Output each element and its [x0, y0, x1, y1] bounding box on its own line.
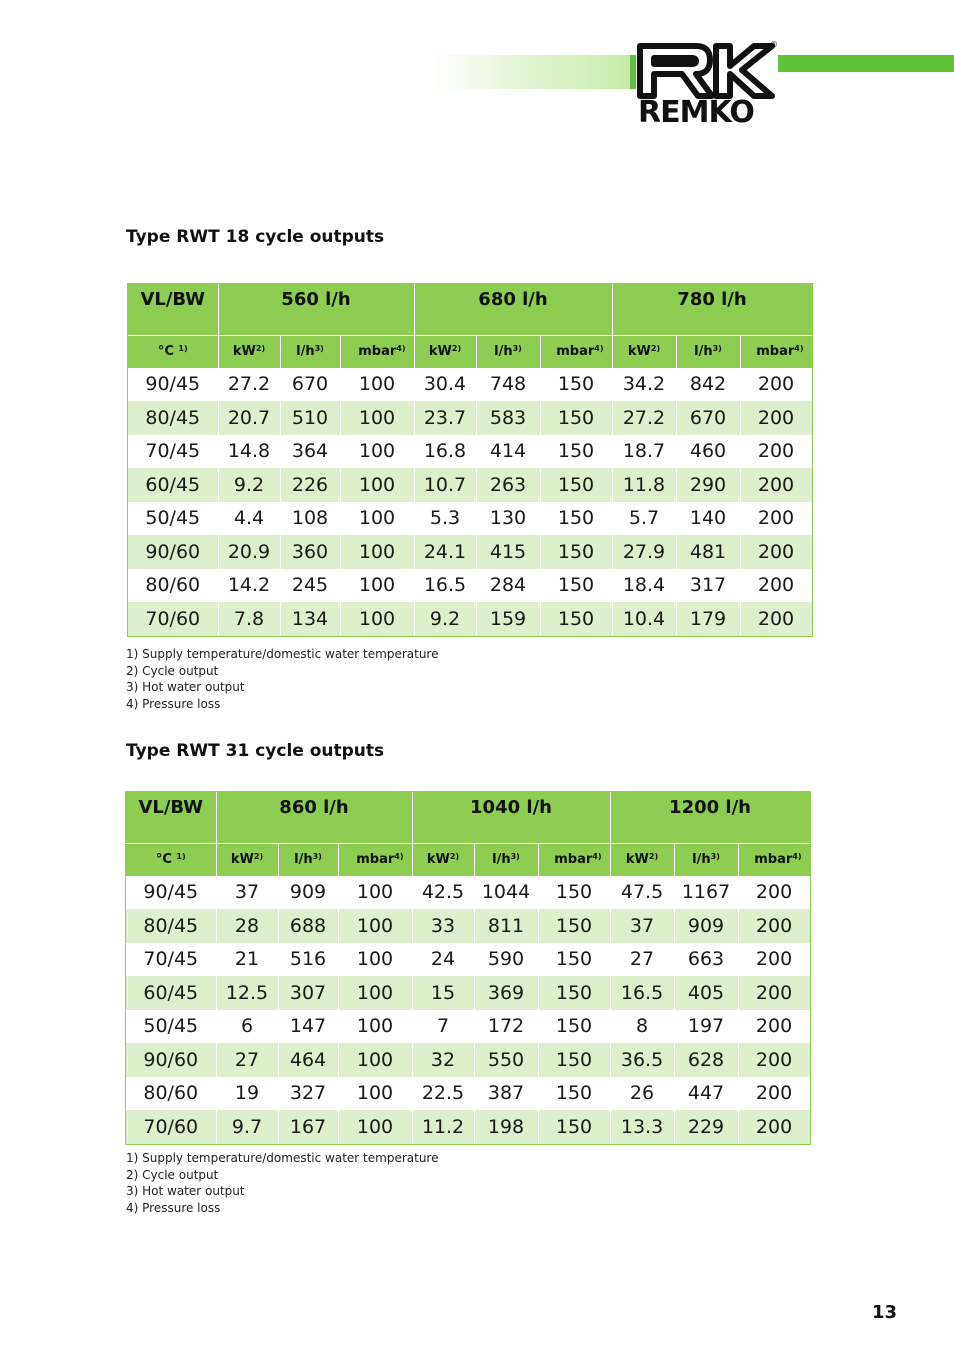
subheader-lh: $l/h^{3)}$ — [280, 335, 340, 368]
table-2-footnotes — [126, 1150, 438, 1216]
header-vlbw: VL/BW — [126, 791, 216, 843]
table-cell: 7 — [412, 1010, 474, 1044]
table-cell: 172 — [474, 1010, 538, 1044]
table-cell: 18.4 — [612, 569, 676, 603]
table-cell: 290 — [676, 468, 740, 502]
table-cell: 47.5 — [610, 876, 674, 910]
table-cell: 200 — [738, 1043, 810, 1077]
table-row — [126, 1010, 810, 1044]
table-cell: 20.7 — [218, 401, 280, 435]
table-cell: 27.2 — [218, 368, 280, 402]
subheader-mbar: mbar$^{4)}$ — [740, 335, 812, 368]
table-cell: 150 — [540, 535, 612, 569]
table-cell: 5.7 — [612, 502, 676, 536]
table-cell: 550 — [474, 1043, 538, 1077]
row-temperature: 80/45 — [128, 401, 218, 435]
row-temperature: 90/60 — [126, 1043, 216, 1077]
table-row — [128, 602, 812, 636]
table-cell: 284 — [476, 569, 540, 603]
table-cell: 197 — [674, 1010, 738, 1044]
table-cell: 32 — [412, 1043, 474, 1077]
table-cell: 811 — [474, 909, 538, 943]
footnote: 3) Hot water output — [126, 1184, 245, 1198]
table-cell: 200 — [740, 535, 812, 569]
table-cell: 200 — [740, 502, 812, 536]
table-cell: 327 — [278, 1077, 338, 1111]
table-cell: 34.2 — [612, 368, 676, 402]
table-cell: 36.5 — [610, 1043, 674, 1077]
table-cell: 200 — [740, 468, 812, 502]
table-cell: 134 — [280, 602, 340, 636]
table-cell: 263 — [476, 468, 540, 502]
subheader-mbar: mbar$^{4)}$ — [340, 335, 414, 368]
footnote: 2) Cycle output — [126, 1167, 219, 1182]
row-temperature: 80/60 — [128, 569, 218, 603]
footnote: 4) Pressure loss — [126, 696, 221, 711]
table-cell: 150 — [540, 368, 612, 402]
header-flow-group: 1040 l/h — [412, 791, 610, 843]
cycle-output-table — [126, 791, 811, 1144]
table-cell: 150 — [538, 1010, 610, 1044]
table-cell: 226 — [280, 468, 340, 502]
table-cell: 150 — [540, 435, 612, 469]
table-cell: 415 — [476, 535, 540, 569]
table-cell: 100 — [338, 1043, 412, 1077]
table-cell: 670 — [676, 401, 740, 435]
table-cell: 200 — [738, 909, 810, 943]
table-cell: 42.5 — [412, 876, 474, 910]
table-cell: 460 — [676, 435, 740, 469]
table-cell: 100 — [338, 1077, 412, 1111]
table-cell: 100 — [338, 1110, 412, 1144]
table-cell: 22.5 — [412, 1077, 474, 1111]
table-cell: 20.9 — [218, 535, 280, 569]
footnote: 1) Supply temperature/domestic water temperature — [126, 1151, 439, 1165]
table-cell: 200 — [738, 943, 810, 977]
table-row — [126, 976, 810, 1010]
table-cell: 9.2 — [414, 602, 476, 636]
table-row — [126, 1043, 810, 1077]
table-cell: 200 — [740, 569, 812, 603]
table-cell: 387 — [474, 1077, 538, 1111]
table-cell: 15 — [412, 976, 474, 1010]
table-cell: 688 — [278, 909, 338, 943]
row-temperature: 70/60 — [128, 602, 218, 636]
row-temperature: 80/45 — [126, 909, 216, 943]
table-cell: 19 — [216, 1077, 278, 1111]
table-cell: 100 — [340, 535, 414, 569]
table-cell: 5.3 — [414, 502, 476, 536]
table-cell: 150 — [540, 502, 612, 536]
row-temperature: 70/45 — [128, 435, 218, 469]
table-cell: 150 — [538, 876, 610, 910]
table-cell: 23.7 — [414, 401, 476, 435]
subheader-kW: $kW^{2)}$ — [612, 335, 676, 368]
table-cell: 405 — [674, 976, 738, 1010]
footnote: 1) Supply temperature/domestic water temperature — [126, 647, 439, 661]
table-cell: 6 — [216, 1010, 278, 1044]
table-cell: 37 — [216, 876, 278, 910]
table-cell: 245 — [280, 569, 340, 603]
table-cell: 516 — [278, 943, 338, 977]
table-1-footnotes — [126, 646, 438, 712]
row-temperature: 90/45 — [128, 368, 218, 402]
table-cell: 150 — [540, 401, 612, 435]
table-cell: 198 — [474, 1110, 538, 1144]
table-cell: 100 — [340, 468, 414, 502]
table-cell: 200 — [738, 1010, 810, 1044]
table-cell: 100 — [338, 943, 412, 977]
row-temperature: 90/60 — [128, 535, 218, 569]
table-cell: 12.5 — [216, 976, 278, 1010]
table-cell: 748 — [476, 368, 540, 402]
table-cell: 27 — [216, 1043, 278, 1077]
table-cell: 100 — [338, 876, 412, 910]
table-cell: 447 — [674, 1077, 738, 1111]
table-row — [126, 1077, 810, 1111]
subheader-lh: $l/h^{3)}$ — [278, 843, 338, 876]
table-cell: 7.8 — [218, 602, 280, 636]
header-flow-group: 1200 l/h — [610, 791, 810, 843]
table-cell: 100 — [340, 401, 414, 435]
table-cell: 8 — [610, 1010, 674, 1044]
table-cell: 10.4 — [612, 602, 676, 636]
table-cell: 200 — [740, 368, 812, 402]
table-cell: 150 — [538, 909, 610, 943]
brand-name: REMKO — [638, 95, 754, 130]
subheader-mbar: mbar$^{4)}$ — [540, 335, 612, 368]
table-row — [126, 909, 810, 943]
table-cell: 11.2 — [412, 1110, 474, 1144]
header-band-right — [775, 55, 954, 72]
row-temperature: 50/45 — [126, 1010, 216, 1044]
table-cell: 150 — [540, 602, 612, 636]
table-cell: 100 — [340, 569, 414, 603]
row-temperature: 90/45 — [126, 876, 216, 910]
subheader-kW: $kW^{2)}$ — [218, 335, 280, 368]
table-row — [128, 535, 812, 569]
footnote: 4) Pressure loss — [126, 1200, 221, 1215]
table-cell: 150 — [538, 943, 610, 977]
table-cell: 150 — [538, 1077, 610, 1111]
table-cell: 27 — [610, 943, 674, 977]
table-cell: 16.5 — [610, 976, 674, 1010]
table-cell: 670 — [280, 368, 340, 402]
table-cell: 583 — [476, 401, 540, 435]
table-cell: 150 — [538, 1110, 610, 1144]
subheader-lh: $l/h^{3)}$ — [474, 843, 538, 876]
table-cell: 18.7 — [612, 435, 676, 469]
table-cell: 481 — [676, 535, 740, 569]
row-temperature: 60/45 — [128, 468, 218, 502]
page-number: 13 — [872, 1302, 898, 1323]
table-cell: 200 — [740, 435, 812, 469]
subheader-lh: $l/h^{3)}$ — [676, 335, 740, 368]
table-cell: 100 — [338, 976, 412, 1010]
table-cell: 14.2 — [218, 569, 280, 603]
header-row — [128, 283, 812, 335]
table-cell: 30.4 — [414, 368, 476, 402]
subheader-unit: °C $^{1)}$ — [126, 843, 216, 876]
table-cell: 179 — [676, 602, 740, 636]
table-row — [128, 502, 812, 536]
table-cell: 414 — [476, 435, 540, 469]
remko-logo — [636, 40, 778, 132]
table-cell: 100 — [340, 502, 414, 536]
row-temperature: 70/60 — [126, 1110, 216, 1144]
table-cell: 369 — [474, 976, 538, 1010]
registered-mark: ® — [770, 40, 778, 49]
footnote: 3) Hot water output — [126, 680, 245, 694]
table-cell: 16.5 — [414, 569, 476, 603]
subheader-mbar: mbar$^{4)}$ — [738, 843, 810, 876]
table-cell: 147 — [278, 1010, 338, 1044]
table-cell: 10.7 — [414, 468, 476, 502]
table-cell: 909 — [674, 909, 738, 943]
subheader-kW: $kW^{2)}$ — [216, 843, 278, 876]
subheader-lh: $l/h^{3)}$ — [476, 335, 540, 368]
table-cell: 100 — [340, 602, 414, 636]
table-cell: 150 — [540, 468, 612, 502]
table-2-title: Type RWT 31 cycle outputs — [126, 741, 385, 761]
subheader-unit: °C $^{1)}$ — [128, 335, 218, 368]
table-cell: 27.9 — [612, 535, 676, 569]
subheader-mbar: mbar$^{4)}$ — [538, 843, 610, 876]
table-cell: 24.1 — [414, 535, 476, 569]
subheader-lh: $l/h^{3)}$ — [674, 843, 738, 876]
table-cell: 909 — [278, 876, 338, 910]
table-cell: 464 — [278, 1043, 338, 1077]
table-row — [126, 1110, 810, 1144]
table-cell: 27.2 — [612, 401, 676, 435]
table-cell: 364 — [280, 435, 340, 469]
table-cell: 14.8 — [218, 435, 280, 469]
table-cell: 28 — [216, 909, 278, 943]
table-cell: 200 — [738, 1110, 810, 1144]
table-row — [126, 943, 810, 977]
table-cell: 842 — [676, 368, 740, 402]
table-cell: 307 — [278, 976, 338, 1010]
table-row — [128, 468, 812, 502]
table-cell: 360 — [280, 535, 340, 569]
header-flow-group: 680 l/h — [414, 283, 612, 335]
table-cell: 100 — [338, 1010, 412, 1044]
header-band-gradient — [430, 55, 630, 89]
table-cell: 229 — [674, 1110, 738, 1144]
table-cell: 100 — [338, 909, 412, 943]
subheader-row — [128, 335, 812, 368]
table-cell: 628 — [674, 1043, 738, 1077]
table-cell: 4.4 — [218, 502, 280, 536]
row-temperature: 70/45 — [126, 943, 216, 977]
header-flow-group: 780 l/h — [612, 283, 812, 335]
table-cell: 200 — [740, 401, 812, 435]
table-cell: 130 — [476, 502, 540, 536]
table-1-title: Type RWT 18 cycle outputs — [126, 227, 385, 247]
table-cell: 663 — [674, 943, 738, 977]
table-cell: 9.7 — [216, 1110, 278, 1144]
header-flow-group: 860 l/h — [216, 791, 412, 843]
cycle-output-table — [128, 283, 813, 636]
table-cell: 150 — [538, 1043, 610, 1077]
row-temperature: 60/45 — [126, 976, 216, 1010]
header-row — [126, 791, 810, 843]
table-cell: 37 — [610, 909, 674, 943]
table-cell: 590 — [474, 943, 538, 977]
table-cell: 108 — [280, 502, 340, 536]
table-cell: 200 — [740, 602, 812, 636]
table-row — [128, 569, 812, 603]
table-cell: 24 — [412, 943, 474, 977]
table-cell: 317 — [676, 569, 740, 603]
subheader-kW: $kW^{2)}$ — [610, 843, 674, 876]
table-cell: 11.8 — [612, 468, 676, 502]
table-cell: 150 — [540, 569, 612, 603]
row-temperature: 50/45 — [128, 502, 218, 536]
rk-mark-icon — [636, 40, 778, 100]
table-cell: 200 — [738, 1077, 810, 1111]
table-cell: 200 — [738, 976, 810, 1010]
table-cell: 150 — [538, 976, 610, 1010]
table-cell: 1167 — [674, 876, 738, 910]
table-row — [128, 435, 812, 469]
table-cell: 100 — [340, 435, 414, 469]
footnote: 2) Cycle output — [126, 663, 219, 678]
subheader-kW: $kW^{2)}$ — [414, 335, 476, 368]
subheader-mbar: mbar$^{4)}$ — [338, 843, 412, 876]
table-row — [126, 876, 810, 910]
table-cell: 100 — [340, 368, 414, 402]
table-cell: 167 — [278, 1110, 338, 1144]
header-vlbw: VL/BW — [128, 283, 218, 335]
table-cell: 13.3 — [610, 1110, 674, 1144]
header-flow-group: 560 l/h — [218, 283, 414, 335]
table-row — [128, 368, 812, 402]
table-cell: 26 — [610, 1077, 674, 1111]
table-cell: 16.8 — [414, 435, 476, 469]
table-cell: 1044 — [474, 876, 538, 910]
subheader-kW: $kW^{2)}$ — [412, 843, 474, 876]
table-cell: 140 — [676, 502, 740, 536]
table-cell: 510 — [280, 401, 340, 435]
subheader-row — [126, 843, 810, 876]
table-cell: 9.2 — [218, 468, 280, 502]
table-cell: 33 — [412, 909, 474, 943]
table-cell: 200 — [738, 876, 810, 910]
table-row — [128, 401, 812, 435]
row-temperature: 80/60 — [126, 1077, 216, 1111]
table-cell: 159 — [476, 602, 540, 636]
table-cell: 21 — [216, 943, 278, 977]
